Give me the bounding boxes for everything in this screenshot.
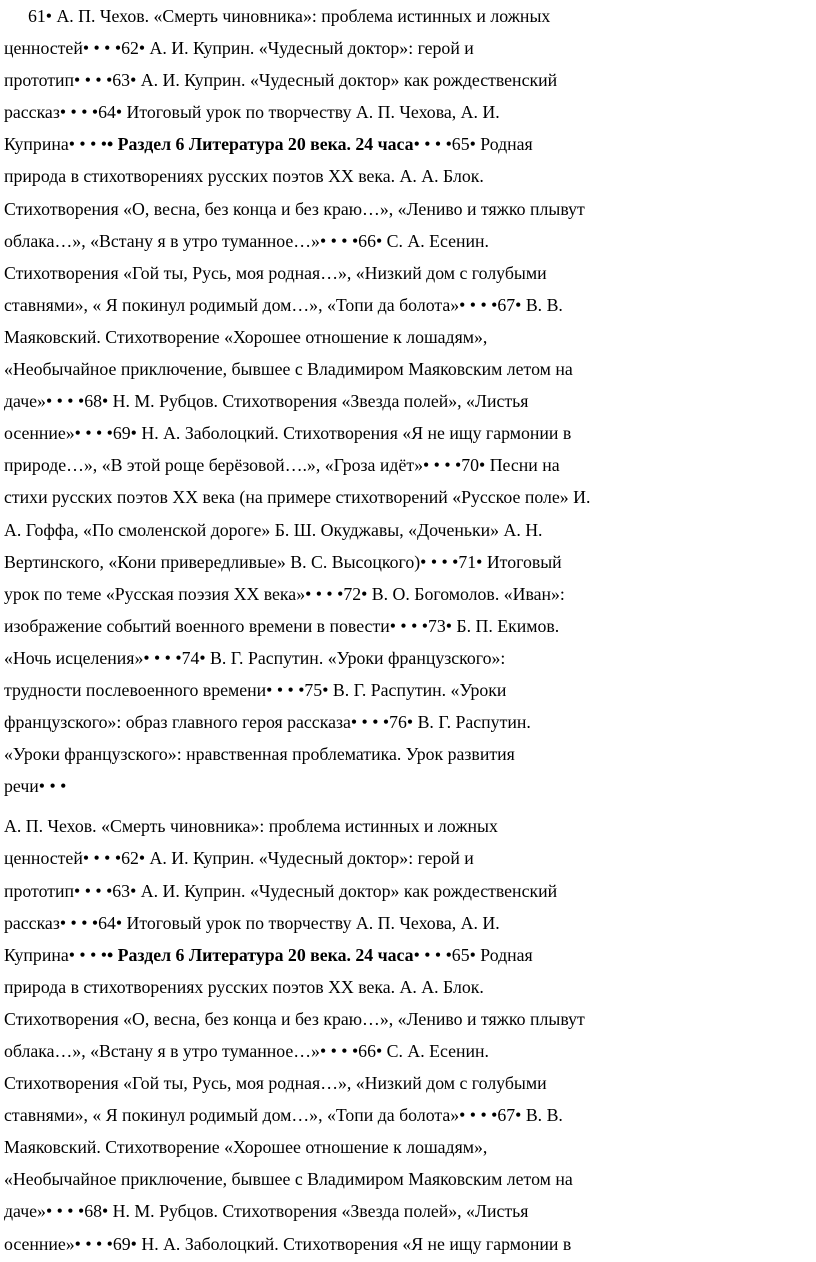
text-line: 61• А. П. Чехов. «Смерть чиновника»: проблема истинных и ложных xyxy=(28,6,551,26)
section-heading: • Раздел 6 Литература 20 века. 24 часа xyxy=(106,944,414,965)
text-line: ценностей• • • •62• А. И. Куприн. «Чудесный доктор»: герой и xyxy=(4,38,474,59)
text-line: природа в стихотворениях русских поэтов XX века. А. А. Блок. xyxy=(4,976,484,997)
text-line: трудности послевоенного времени• • • •75• В. Г. Распутин. «Уроки xyxy=(4,679,507,700)
text-line: прототип• • • •63• А. И. Куприн. «Чудесный доктор» как рождественский xyxy=(4,70,558,91)
text-line: Куприна• • • •• Раздел 6 Литература 20 века. 24 часа• • • •65• Родная xyxy=(4,944,533,965)
section-heading: • Раздел 6 Литература 20 века. 24 часа xyxy=(106,134,414,155)
text-line: Куприна• • • •• Раздел 6 Литература 20 века. 24 часа• • • •65• Родная xyxy=(4,134,533,155)
text-line: Стихотворения «Гой ты, Русь, моя родная…», «Низкий дом с голубыми xyxy=(4,1073,547,1094)
text-line: даче»• • • •68• Н. М. Рубцов. Стихотворения «Звезда полей», «Листья xyxy=(4,391,529,412)
text-line: рассказ• • • •64• Итоговый урок по творчеству А. П. Чехова, А. И. xyxy=(4,912,500,933)
text-line: «Необычайное приключение, бывшее с Владимиром Маяковским летом на xyxy=(4,359,573,380)
text-line: Стихотворения «О, весна, без конца и без краю…», «Лениво и тяжко плывут xyxy=(4,198,585,219)
text-line: рассказ• • • •64• Итоговый урок по творчеству А. П. Чехова, А. И. xyxy=(4,102,500,123)
text-line: ценностей• • • •62• А. И. Куприн. «Чудесный доктор»: герой и xyxy=(4,848,474,869)
text-line: прототип• • • •63• А. И. Куприн. «Чудесный доктор» как рождественский xyxy=(4,880,558,901)
text-line: Маяковский. Стихотворение «Хорошее отношение к лошадям», xyxy=(4,1137,488,1158)
text-line: А. П. Чехов. «Смерть чиновника»: проблема истинных и ложных xyxy=(4,816,498,837)
text-line: французского»: образ главного героя рассказа• • • •76• В. Г. Распутин. xyxy=(4,712,531,733)
text-line: ставнями», « Я покинул родимый дом…», «Топи да болота»• • • •67• В. В. xyxy=(4,294,563,315)
text-line: Маяковский. Стихотворение «Хорошее отношение к лошадям», xyxy=(4,326,488,347)
text-line: изображение событий военного времени в повести• • • •73• Б. П. Екимов. xyxy=(4,615,560,636)
text-block-2 xyxy=(4,810,812,1259)
text-line: осенние»• • • •69• Н. А. Заболоцкий. Стихотворения «Я не ищу гармонии в xyxy=(4,423,572,444)
text-line: «Необычайное приключение, бывшее с Владимиром Маяковским летом на xyxy=(4,1169,573,1190)
text-line: стихи русских поэтов XX века (на примере стихотворений «Русское поле» И. xyxy=(4,487,591,508)
text-line: осенние»• • • •69• Н. А. Заболоцкий. Стихотворения «Я не ищу гармонии в xyxy=(4,1233,572,1254)
text-line: облака…», «Встану я в утро туманное…»• • • •66• С. А. Есенин. xyxy=(4,230,489,251)
text-line: «Уроки французского»: нравственная проблематика. Урок развития xyxy=(4,744,515,765)
text-line: Вертинского, «Кони привередливые» В. С. Высоцкого)• • • •71• Итоговый xyxy=(4,551,562,572)
text-line: природа в стихотворениях русских поэтов XX века. А. А. Блок. xyxy=(4,166,484,187)
document-page xyxy=(4,0,812,1260)
text-line: речи• • • xyxy=(4,776,67,797)
text-line: Стихотворения «О, весна, без конца и без краю…», «Лениво и тяжко плывут xyxy=(4,1008,585,1029)
text-line: даче»• • • •68• Н. М. Рубцов. Стихотворения «Звезда полей», «Листья xyxy=(4,1201,529,1222)
text-line: ставнями», « Я покинул родимый дом…», «Топи да болота»• • • •67• В. В. xyxy=(4,1105,563,1126)
text-line: Стихотворения «Гой ты, Русь, моя родная…», «Низкий дом с голубыми xyxy=(4,262,547,283)
block-divider xyxy=(4,802,812,810)
text-line: урок по теме «Русская поэзия XX века»• • • •72• В. О. Богомолов. «Иван»: xyxy=(4,583,565,604)
text-line: «Ночь исцеления»• • • •74• В. Г. Распутин. «Уроки французского»: xyxy=(4,647,506,668)
text-block-1 xyxy=(4,0,812,802)
text-line: А. Гоффа, «По смоленской дороге» Б. Ш. Окуджавы, «Доченьки» А. Н. xyxy=(4,519,543,540)
text-line: облака…», «Встану я в утро туманное…»• • • •66• С. А. Есенин. xyxy=(4,1041,489,1061)
text-line: природе…», «В этой роще берёзовой….», «Гроза идёт»• • • •70• Песни на xyxy=(4,455,560,476)
